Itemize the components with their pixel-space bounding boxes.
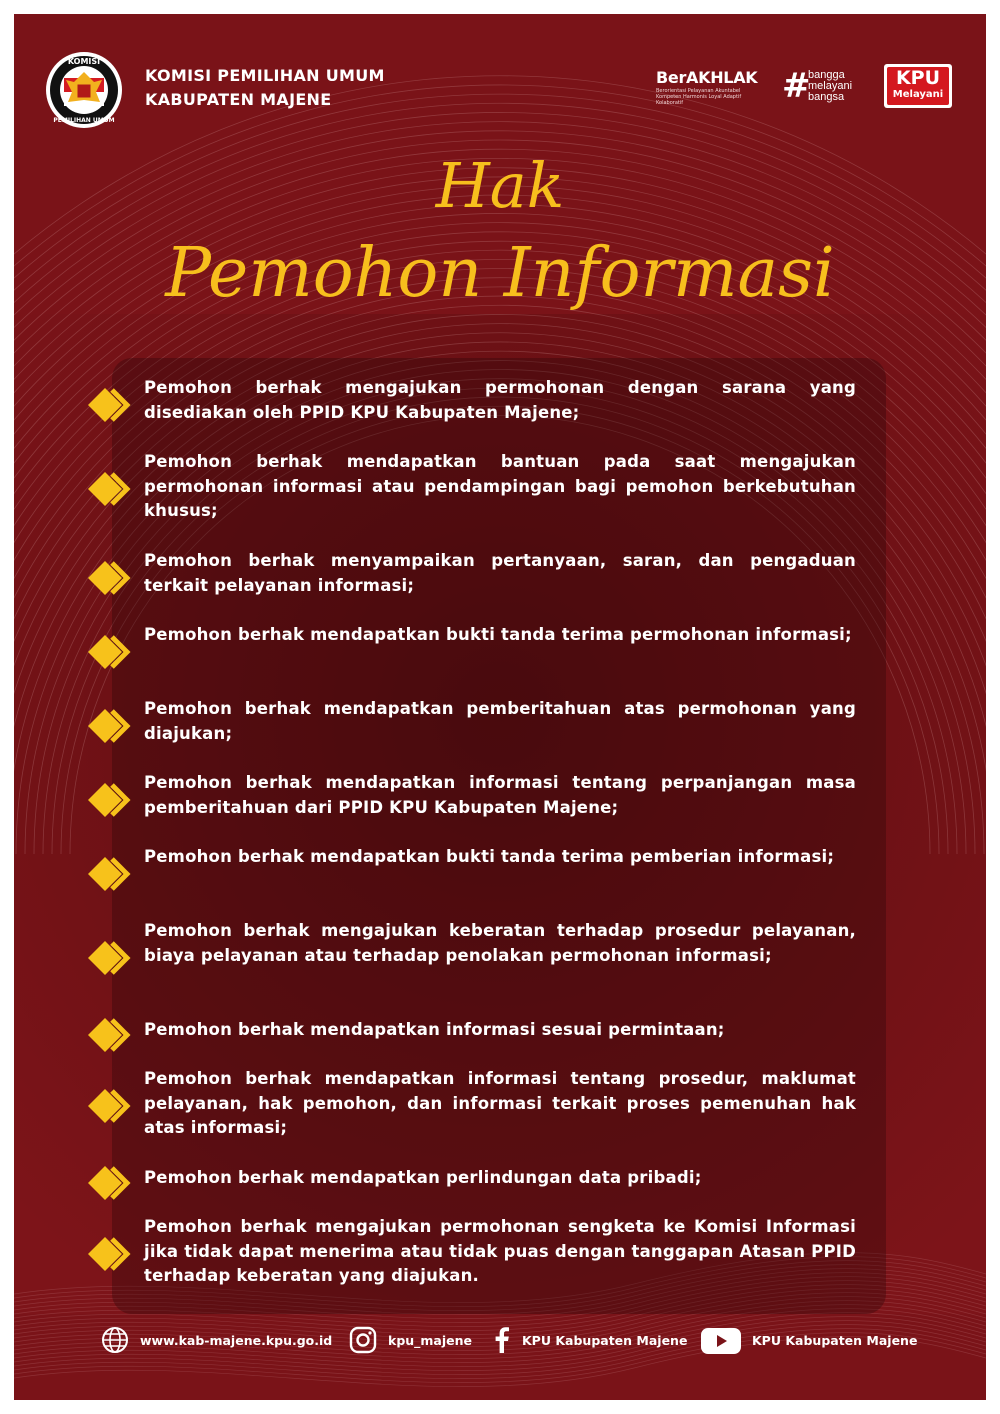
double-diamond-bullet-icon (86, 1016, 134, 1054)
globe-icon (100, 1325, 130, 1355)
berakhlak-logo (656, 68, 766, 108)
berakhlak-label: BerAKHLAK (656, 68, 758, 87)
hashtag-word: bangsa (808, 91, 845, 103)
berakhlak-subtitle: Berorientasi Pelayanan Akuntabel Kompeten Harmonis Loyal Adaptif Kolaboratif (656, 88, 742, 106)
page-title-line1: Hak (435, 149, 565, 222)
kpu-badge-title: KPU (895, 67, 941, 89)
double-diamond-bullet-icon (86, 559, 134, 597)
double-diamond-bullet-icon (86, 781, 134, 819)
double-diamond-bullet-icon (86, 633, 134, 671)
double-diamond-bullet-icon (86, 707, 134, 745)
youtube-icon (700, 1325, 742, 1355)
hashtag-word: melayani (808, 80, 853, 92)
list-item-text: Pemohon berhak mengajukan permohonan sengketa ke Komisi Informasi jika tidak dapat menerima atau tidak puas dengan tanggapan Atasan PPID terhadap keberatan yang diajukan. (144, 1217, 856, 1285)
list-item-text: Pemohon berhak menyampaikan pertanyaan, saran, dan pengaduan terkait pelayanan informasi; (144, 551, 856, 595)
list-item-text: Pemohon berhak mendapatkan informasi tentang perpanjangan masa pemberitahuan dari PPID KPU Kabupaten Majene; (144, 773, 856, 817)
kpu-emblem-icon (44, 42, 128, 140)
kpu-badge-subtitle: Melayani (892, 89, 944, 100)
list-item-text: Pemohon berhak mengajukan keberatan terhadap prosedur pelayanan, biaya pelayanan atau terhadap penolakan permohonan informasi; (144, 921, 856, 965)
emblem-text-bottom: PEMILIHAN UMUM (53, 117, 115, 124)
double-diamond-bullet-icon (86, 386, 134, 424)
list-item-text: Pemohon berhak mendapatkan informasi tentang prosedur, maklumat pelayanan, hak pemohon, dan informasi terkait proses pemenuhan hak atas informasi; (144, 1069, 856, 1137)
list-item-text: Pemohon berhak mendapatkan pemberitahuan atas permohonan yang diajukan; (144, 699, 856, 743)
kpu-badge-box (887, 67, 949, 105)
facebook-page[interactable]: KPU Kabupaten Majene (522, 1332, 688, 1348)
list-item-text: Pemohon berhak mendapatkan bantuan pada saat mengajukan permohonan informasi atau pendampingan bagi pemohon berkebutuhan khusus; (144, 452, 856, 520)
list-item-text: Pemohon berhak mengajukan permohonan dengan sarana yang disediakan oleh PPID KPU Kabupaten Majene; (144, 378, 856, 422)
double-diamond-bullet-icon (86, 1235, 134, 1273)
hashtag-word: bangga (808, 69, 845, 81)
org-line1: KOMISI PEMILIHAN UMUM (145, 66, 385, 85)
website-link[interactable]: www.kab-majene.kpu.go.id (140, 1332, 333, 1348)
double-diamond-bullet-icon (86, 855, 134, 893)
footer-youtube[interactable] (700, 1320, 917, 1360)
organization-name (145, 64, 385, 112)
footer (14, 1320, 986, 1370)
youtube-channel[interactable]: KPU Kabupaten Majene (752, 1332, 918, 1348)
instagram-icon (348, 1325, 378, 1355)
facebook-icon (492, 1325, 512, 1355)
instagram-handle[interactable]: kpu_majene (388, 1332, 473, 1348)
list-item-text: Pemohon berhak mendapatkan perlindungan data pribadi; (144, 1168, 702, 1187)
poster (14, 14, 986, 1400)
org-line2: KABUPATEN MAJENE (145, 90, 332, 109)
footer-instagram[interactable] (348, 1320, 472, 1360)
list-item-text: Pemohon berhak mendapatkan informasi sesuai permintaan; (144, 1020, 725, 1039)
footer-website[interactable] (100, 1320, 332, 1360)
list-item-text: Pemohon berhak mendapatkan bukti tanda terima pemberian informasi; (144, 847, 835, 866)
page-title-line2: Pemohon Informasi (165, 234, 835, 313)
double-diamond-bullet-icon (86, 939, 134, 977)
hashtag-icon: # (782, 66, 811, 106)
double-diamond-bullet-icon (86, 1087, 134, 1125)
kpu-melayani-badge (884, 64, 952, 108)
list-item-text: Pemohon berhak mendapatkan bukti tanda terima permohonan informasi; (144, 625, 852, 644)
double-diamond-bullet-icon (86, 1164, 134, 1202)
double-diamond-bullet-icon (86, 470, 134, 508)
emblem-text-top: KOMISI (67, 57, 101, 66)
footer-facebook[interactable] (492, 1320, 687, 1360)
hashtag-words (808, 70, 852, 103)
bangga-melayani-bangsa-logo (782, 66, 874, 112)
